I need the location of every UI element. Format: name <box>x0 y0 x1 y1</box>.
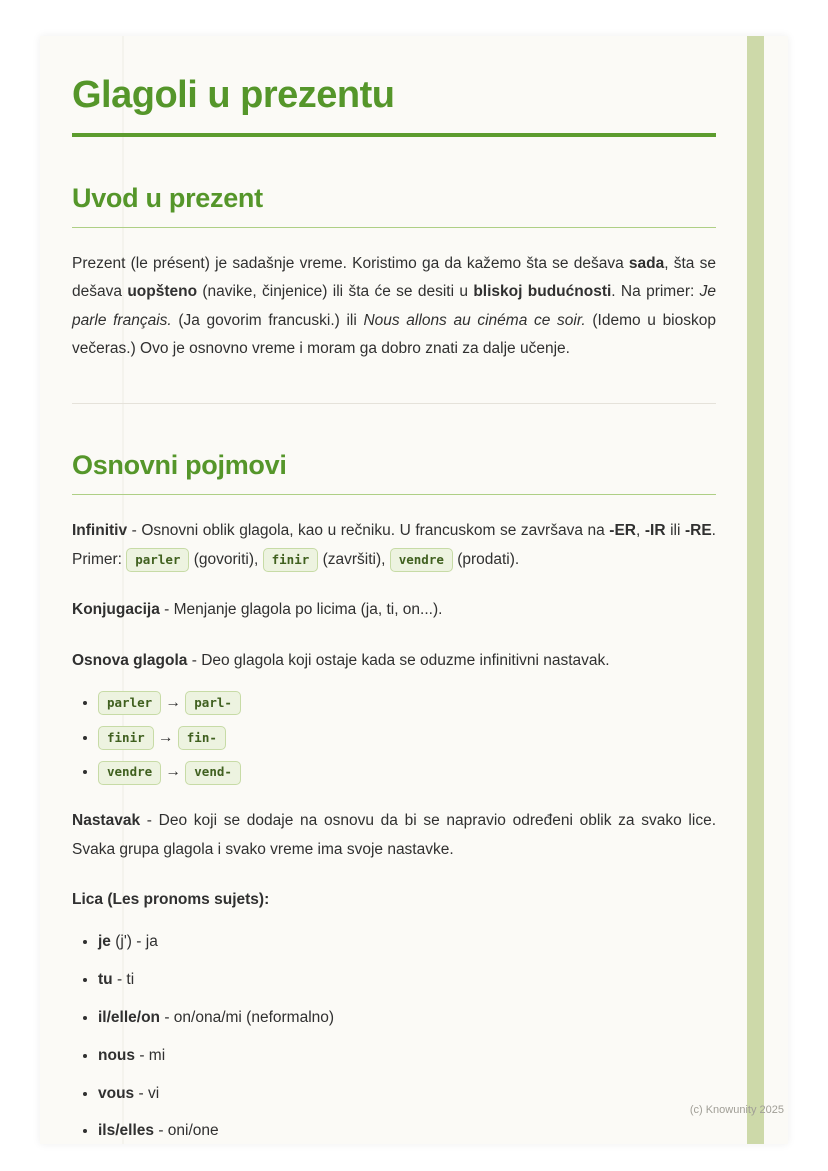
list-item <box>98 1119 716 1144</box>
text-run: → <box>161 693 186 711</box>
list-item <box>98 1044 716 1069</box>
list-item <box>98 691 716 716</box>
text-run: , <box>636 522 645 540</box>
code-badge: finir <box>263 548 319 572</box>
stem-list <box>72 691 716 785</box>
text-run: (Idemo u bioskop večeras.) Ovo je osnovno vreme i moram ga dobro znati za dalje učenje. <box>72 311 716 358</box>
list-item <box>98 1006 716 1031</box>
text-run: Lica (Les pronoms sujets): <box>72 890 270 908</box>
text-run: (govoriti), <box>189 550 263 568</box>
text-run: . Primer: <box>72 522 716 568</box>
list-item <box>98 930 716 955</box>
text-run: , šta se dešava <box>72 255 716 301</box>
text-run: -ER <box>609 522 636 540</box>
code-badge: vendre <box>98 761 161 785</box>
text-run: Nous allons au cinéma ce soir. <box>363 311 586 329</box>
list-item <box>98 726 716 751</box>
section-osnovni-pojmovi <box>72 450 716 1144</box>
section-heading-osnovni: Osnovni pojmovi <box>72 450 287 481</box>
text-run: → <box>161 763 186 781</box>
heading-underline <box>72 227 716 228</box>
paragraph-lica <box>72 886 716 914</box>
page-content <box>40 36 788 1171</box>
code-badge: fin- <box>178 726 226 750</box>
text-run: . Na primer: <box>611 283 700 301</box>
text-run: il/elle/on <box>98 1008 161 1026</box>
text-run: - vi <box>134 1084 160 1102</box>
paragraph-infinitiv <box>72 517 716 574</box>
list-item <box>98 968 716 993</box>
text-run: Konjugacija <box>72 601 160 619</box>
text-run: Je parle français. <box>72 283 717 329</box>
watermark: (c) Knowunity 2025 <box>689 1104 784 1116</box>
paragraph-osnova-glagola <box>72 647 716 675</box>
text-run: ils/elles <box>98 1122 155 1140</box>
text-run: Osnova glagola <box>72 651 188 669</box>
section-uvod-u-prezent <box>72 183 716 363</box>
text-run: je <box>98 933 111 951</box>
heading-underline <box>72 494 716 495</box>
document-page <box>40 36 788 1144</box>
text-run: (j') - ja <box>110 933 158 951</box>
code-badge: finir <box>98 726 154 750</box>
text-run: ili <box>665 522 685 540</box>
section-heading-uvod: Uvod u prezent <box>72 183 263 213</box>
text-run: (završiti), <box>318 550 390 568</box>
text-run: (Ja govorim francuski.) ili <box>171 311 364 329</box>
code-badge: vend- <box>185 761 241 785</box>
text-run: vous <box>98 1084 135 1102</box>
code-badge: parler <box>98 691 161 715</box>
text-run: - mi <box>135 1046 166 1064</box>
text-run: -IR <box>644 522 666 540</box>
text-run: - Menjanje glagola po licima (ja, ti, on...). <box>159 601 443 619</box>
text-run: - Deo glagola koji ostaje kada se oduzme infinitivni nastavak. <box>187 651 610 669</box>
text-run: (navike, činjenice) ili šta će se desiti u <box>197 283 474 301</box>
text-run: - ti <box>112 971 135 989</box>
text-run: → <box>153 728 178 746</box>
title-underline-rule <box>72 133 716 137</box>
text-run: sada <box>628 255 665 272</box>
text-run: tu <box>98 971 113 989</box>
paragraph-intro <box>72 250 716 363</box>
list-item <box>98 760 716 785</box>
code-badge: parler <box>126 548 189 572</box>
code-badge: vendre <box>390 548 453 572</box>
text-run: (prodati). <box>452 550 520 568</box>
text-run: bliskoj budućnosti <box>473 283 612 301</box>
list-item <box>98 1082 716 1107</box>
text-run: Infinitiv <box>72 522 128 540</box>
text-run: - Osnovni oblik glagola, kao u rečniku. U francuskom se završava na <box>127 522 610 540</box>
text-run: - Deo koji se dodaje na osnovu da bi se napravio određeni oblik za svako lice. Svaka grupa glagola i svako vreme ima svoje nastavke. <box>72 812 716 858</box>
section-divider <box>72 403 716 404</box>
text-run: - oni/one <box>154 1122 219 1140</box>
text-run: - on/ona/mi (neformalno) <box>160 1008 335 1026</box>
text-run: nous <box>98 1046 136 1064</box>
document-title: Glagoli u prezentu <box>72 74 395 116</box>
paragraph-nastavak <box>72 807 716 864</box>
text-run: -RE <box>684 522 712 540</box>
text-run: Prezent (le présent) je sadašnje vreme. Koristimo ga da kažemo šta se dešava <box>72 255 629 272</box>
text-run: Nastavak <box>72 812 141 830</box>
text-run: uopšteno <box>127 283 198 301</box>
paragraph-konjugacija <box>72 596 716 624</box>
pronoun-list <box>72 930 716 1144</box>
code-badge: parl- <box>185 691 241 715</box>
